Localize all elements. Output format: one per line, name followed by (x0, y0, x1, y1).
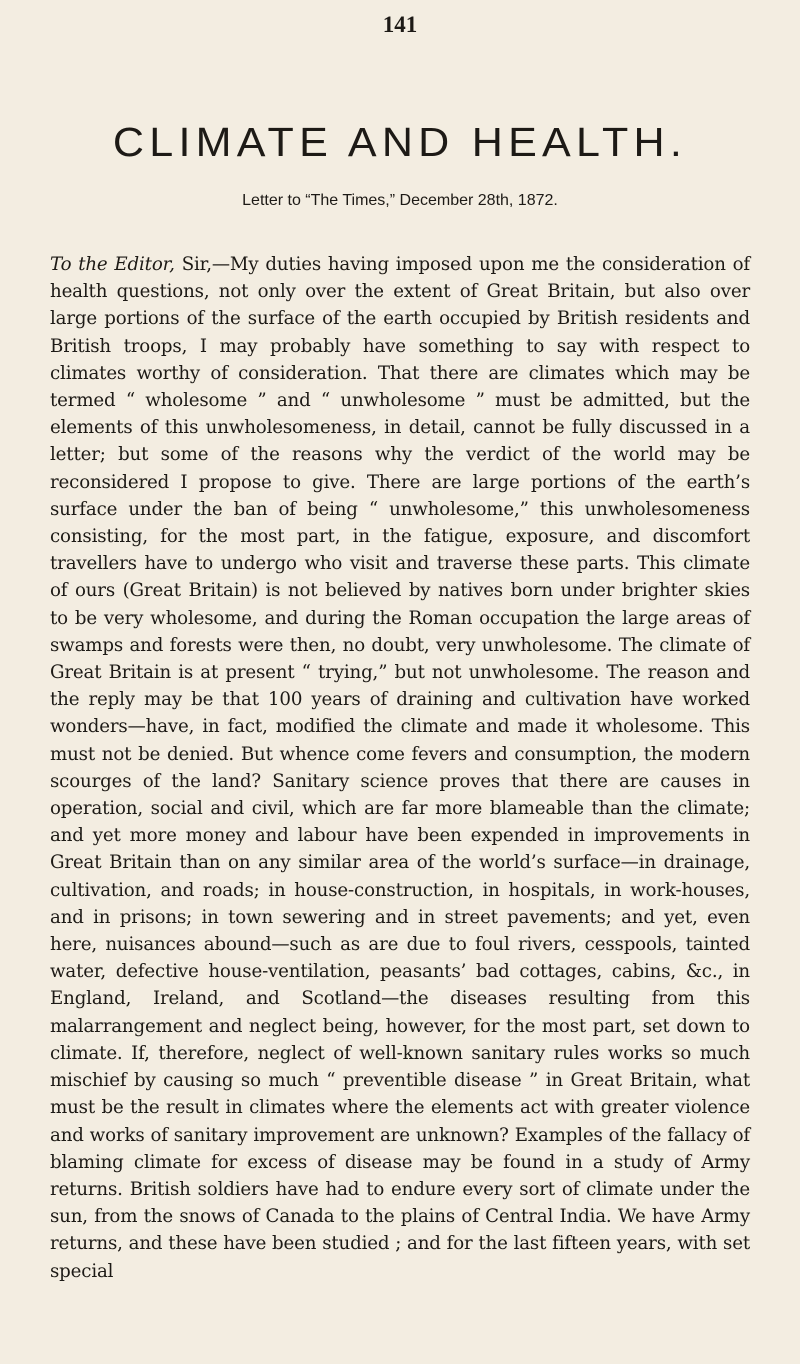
letter-text: Sir,—My duties having imposed upon me the consideration of health questions, not only over the extent of Great Britain, but also over large portions of the surface of the earth occupied by British residents and British troops, I may probably have something to say with respect to climates worthy of consideration. That there are climates which may be termed “ wholesome ” and “ unwholesome ” must be admitted, but the elements of this unwholesomeness, in detail, cannot be fully discussed in a letter; but some of the reasons why the verdict of the world may be reconsidered I propose to give. There are large portions of the earth’s surface under the ban of being “ unwholesome,” this unwholesomeness consisting, for the most part, in the fatigue, exposure, and discomfort travellers have to undergo who visit and traverse these parts. This climate of ours (Great Britain) is not believed by natives born under brighter skies to be very wholesome, and during the Roman occupation the large areas of swamps and forests were then, no doubt, very unwholesome. The climate of Great Britain is at present “ trying,” but not unwholesome. The reason and the reply may be that 100 years of draining and cultivation have worked wonders—have, in fact, modified the climate and made it wholesome. This must not be denied. But whence come fevers and consumption, the modern scourges of the land? Sanitary science proves that there are causes in operation, social and civil, which are far more blameable than the climate; and yet more money and labour have been expended in improvements in Great Britain than on any similar area of the world’s surface—in drainage, cultivation, and roads; in house-construction, in hospitals, in work-houses, and in prisons; in town sewering and in street pavements; and yet, even here, nuisances abound—such as are due to foul rivers, cesspools, tainted water, defective house-ventilation, peasants’ bad cottages, cabins, &c., in England, Ireland, and Scotland—the diseases resulting from this malarrangement and neglect being, however, for the most part, set down to climate. If, therefore, neglect of well-known sanitary rules works so much mischief by causing so much “ preventible disease ” in Great Britain, what must be the result in climates where the elements act with greater violence and works of sanitary improvement are unknown? Examples of the fallacy of blaming climate for excess of disease may be found in a study of Army returns. British soldiers have had to endure every sort of climate under the sun, from the snows of Canada to the plains of Central India. We have Army returns, and these have been studied ; and for the last fifteen years, with set special (50, 254, 751, 1282)
page-number: 141 (382, 12, 418, 37)
letter-body (50, 251, 750, 1285)
salutation: To the Editor, (50, 254, 175, 275)
page-title: CLIMATE AND HEALTH. (112, 119, 688, 166)
subtitle: Letter to “The Times,” December 28th, 1872. (242, 192, 558, 209)
